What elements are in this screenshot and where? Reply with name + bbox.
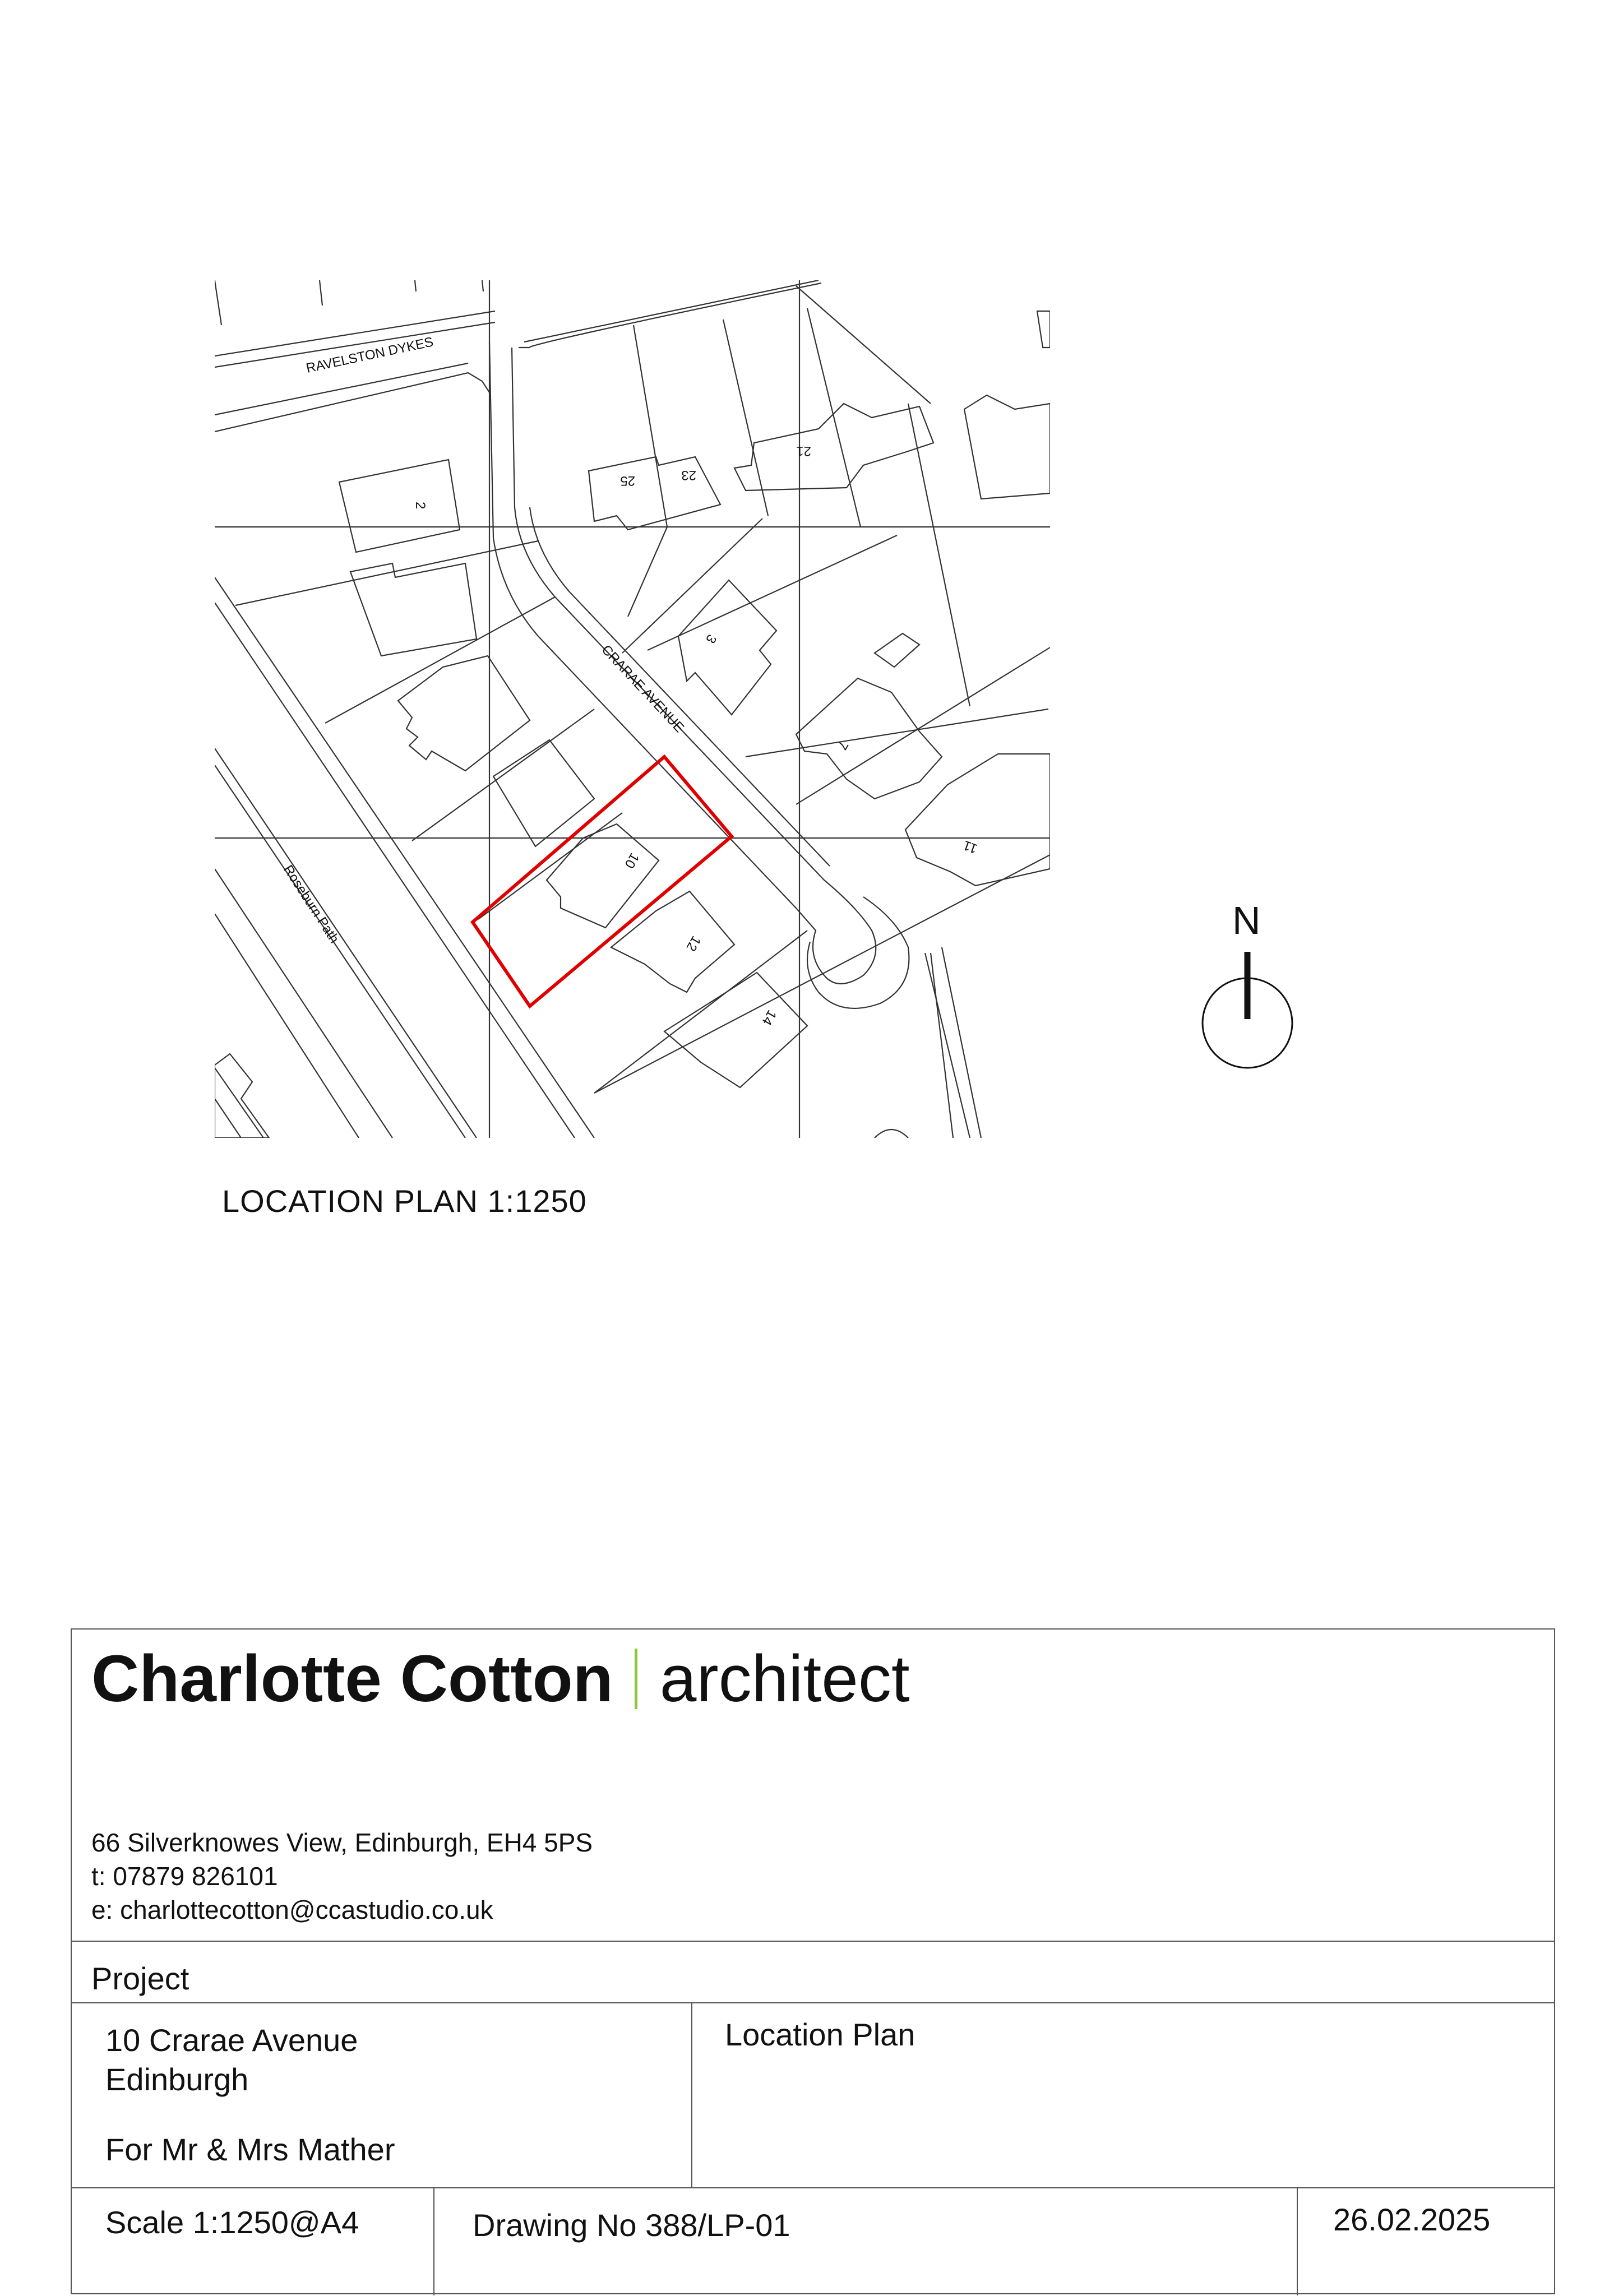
divider-line — [1297, 2187, 1298, 2295]
project-address-line-1: 10 Crarae Avenue — [105, 2022, 358, 2058]
firm-role: architect — [659, 1642, 910, 1716]
project-label: Project — [91, 1961, 189, 1996]
crarae-avenue-road — [489, 280, 909, 1008]
divider-line — [72, 1941, 1554, 1942]
divider-line — [72, 2002, 1554, 2003]
building-7-shed — [875, 633, 919, 667]
project-address-line-2: Edinburgh — [105, 2062, 249, 2097]
house-number-7: 7 — [834, 738, 852, 753]
north-arrow-icon — [1203, 952, 1292, 1068]
building-2 — [339, 460, 460, 552]
plan-caption: LOCATION PLAN 1:1250 — [222, 1183, 587, 1219]
plot-boundaries — [235, 286, 1050, 1138]
firm-name: Charlotte Cotton — [91, 1642, 613, 1716]
house-number-25: 25 — [620, 473, 635, 488]
building-south — [875, 1130, 908, 1138]
building-sw — [215, 1054, 269, 1138]
grid-lines — [215, 280, 1050, 1138]
project-client: For Mr & Mrs Mather — [105, 2132, 395, 2167]
map-linework — [215, 280, 1050, 1138]
street-label-crarae: CRARAE AVENUE — [598, 642, 687, 736]
drawing-title: Location Plan — [725, 2017, 915, 2052]
north-label: N — [1232, 899, 1261, 942]
divider-line — [72, 2187, 1554, 2188]
building-east — [964, 395, 1050, 499]
title-block — [71, 1628, 1555, 2294]
scale-text: Scale 1:1250@A4 — [105, 2205, 359, 2240]
firm-phone: t: 07879 826101 — [91, 1862, 278, 1891]
house-number-21: 21 — [796, 443, 811, 459]
street-label-roseburn: Roseburn Path — [280, 862, 342, 946]
building-14 — [664, 973, 807, 1087]
site-boundary — [473, 757, 732, 1006]
building-7 — [796, 678, 942, 799]
house-number-10: 10 — [621, 850, 642, 871]
house-number-23: 23 — [681, 467, 696, 483]
firm-heading — [91, 1641, 910, 1717]
building-ne — [1037, 311, 1050, 348]
divider-line — [691, 2002, 692, 2187]
house-number-3: 3 — [702, 632, 720, 646]
firm-email: e: charlottecotton@ccastudio.co.uk — [91, 1895, 493, 1924]
drawing-date: 26.02.2025 — [1333, 2202, 1491, 2237]
street-label-ravelston: RAVELSTON DYKES — [304, 334, 435, 376]
building-12 — [611, 891, 734, 992]
building-25-23 — [589, 457, 720, 530]
drawing-number: Drawing No 388/LP-01 — [473, 2207, 790, 2243]
house-number-2: 2 — [413, 502, 428, 510]
house-number-14: 14 — [759, 1007, 780, 1028]
house-number-11: 11 — [961, 837, 980, 857]
roseburn-path — [215, 577, 594, 1138]
divider-line — [433, 2187, 434, 2295]
building-rear-1 — [398, 656, 530, 771]
firm-separator — [635, 1649, 637, 1709]
house-number-12: 12 — [683, 933, 704, 954]
firm-address: 66 Silverknowes View, Edinburgh, EH4 5PS — [91, 1828, 593, 1857]
building-3 — [678, 580, 776, 715]
